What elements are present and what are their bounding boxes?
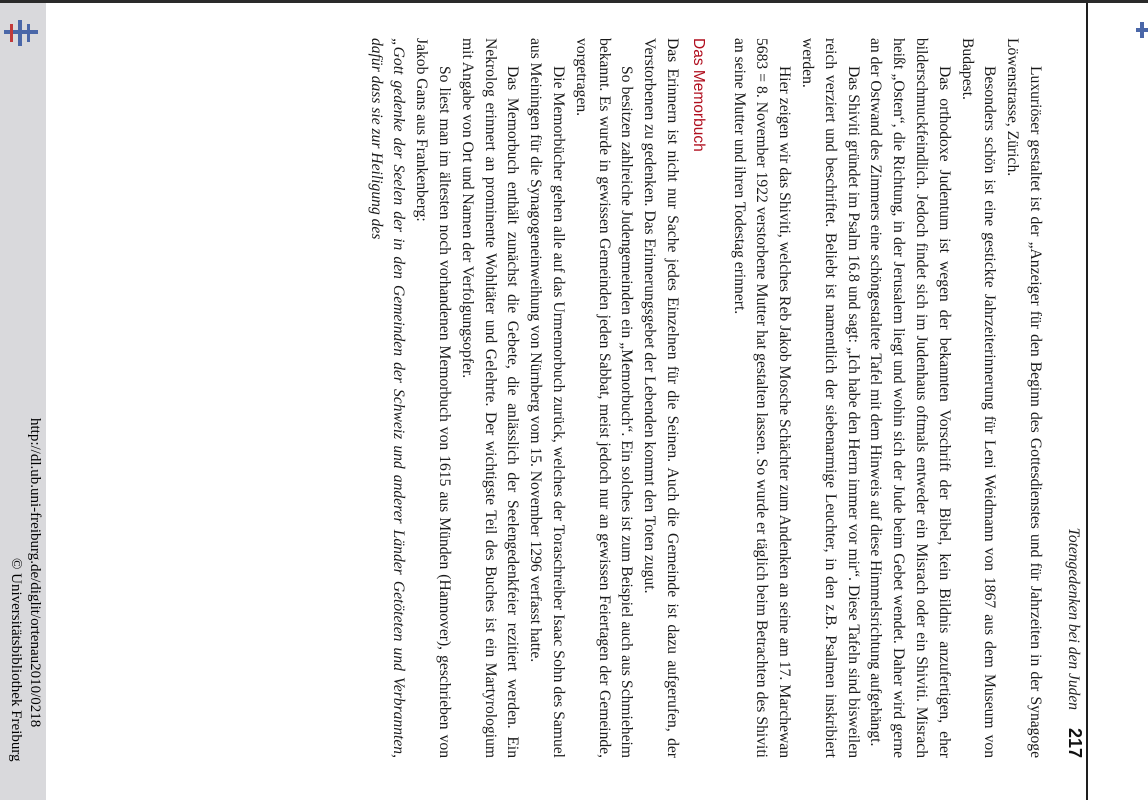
top-border (0, 0, 1148, 3)
page-number: 217 (1065, 727, 1085, 758)
copyright-notice: © Universitätsbibliothek Freiburg (8, 558, 24, 762)
article-body (364, 38, 1046, 758)
page-right-margin (1086, 0, 1148, 800)
footer (0, 0, 46, 800)
quote: „Gott gedenke der Seelen der in den Gemeinden der Schweiz und anderer Länder Getöteten und Verbrannten, dafür dass sie zur Heiligung des (367, 38, 408, 758)
source-url[interactable]: http://dl.ub.uni-freiburg.de/diglit/ortenau2010/0218 (27, 418, 43, 728)
paragraph: Das Shiviti gründet im Psalm 16.8 und sagt: „Ich habe den Herrn immer vor mir“. Diese Tafeln sind bisweilen reich verziert und beschriftet. Beliebt ist namentlich der siebenarmige Leuchter, in den z.B. Psalmen inskribiert werden. (799, 38, 862, 758)
paragraph: Das orthodoxe Judentum ist wegen der bekannten Vorschrift der Bibel, kein Bildnis anzufertigen, eher bilderschmuckfeindlich. Jedoch findet sich im Judenhaus oftmals entweder ein Misrach oder ein Shiviti. Misrach heißt „Osten“, die Richtung, in der Jerusalem liegt und wohin sich der Jude beim Gebet wendet. Daher wird gerne an der Ostwand des Zimmers eine schöngestaltete Tafel mit dem Hinweis auf diese Himmelsrichtung aufgehängt. (867, 38, 953, 758)
paragraph: Das Memorbuch enthält zunächst die Gebete, die anlässlich der Seelengedenkfeier rezitiert werden. Ein Nekrolog erinnert an prominente Wohltäter und Gelehrte. Der wichtigste Teil des Buches ist ein Martyrologium mit Angabe von Ort und Namen der Verfolgungsopfer. (458, 38, 522, 758)
paragraph: Hier zeigen wir das Shiviti, welches Reb Jakob Mosche Schächter zum Andenken an seine am 17. Marchewan 5683 = 8. November 1922 verstorbene Mutter hat gestalten lassen. So wurde er täglich beim Betrachten des Shiviti an seine Mutter und ihren Todestag erinnert. (730, 38, 794, 758)
library-logo-fragment-icon (1136, 18, 1148, 42)
page-header (1058, 38, 1085, 758)
section-heading: Das Memorbuch (689, 38, 707, 152)
running-title: Totengedenken bei den Juden (1065, 527, 1082, 710)
paragraph: So besitzen zahlreiche Judengemeinden ein „Memorbuch“. Ein solches ist zum Beispiel auch aus Schmieheim bekannt. Es wurde in gewissen Gemeinden jeden Sabbat, meist jedoch nur an gewissen Feiertagen der Gemeinde, vorgetragen. (572, 38, 636, 758)
paragraph: Die Memorbücher gehen alle auf das Urmemorbuch zurück, welches der Toraschreiber Isaac Sohn des Samuel aus Meiningen für die Synagogeneinweihung von Nürnberg vom 15. November 1296 verfasst hatte. (527, 38, 568, 758)
rotated-page-content (46, 38, 1086, 798)
paragraph: Luxuriöser gestaltet ist der „Anzeiger für den Beginn des Gottesdienstes und für Jahrzeiten in der Synagoge Löwenstrasse, Zürich. (1004, 38, 1044, 758)
paragraph: Besonders schön ist eine gestickte Jahrzeiterinnerung für Leni Weidmann von 1867 aus dem Museum von Budapest. (958, 38, 999, 758)
paragraph: Das Erinnern ist nicht nur Sache jedes Einzelnen für die Seinen. Auch die Gemeinde ist dazu aufgerufen, der Verstorbenen zu gedenken. Das Erinnerungsgebet der Lebenden kommt den Toten zugut. (641, 38, 682, 758)
paragraph: So liest man im ältesten noch vorhandenen Memorbuch von 1615 aus Münden (Hannover), geschrieben von Jakob Gans aus Frankenberg: (413, 38, 454, 758)
